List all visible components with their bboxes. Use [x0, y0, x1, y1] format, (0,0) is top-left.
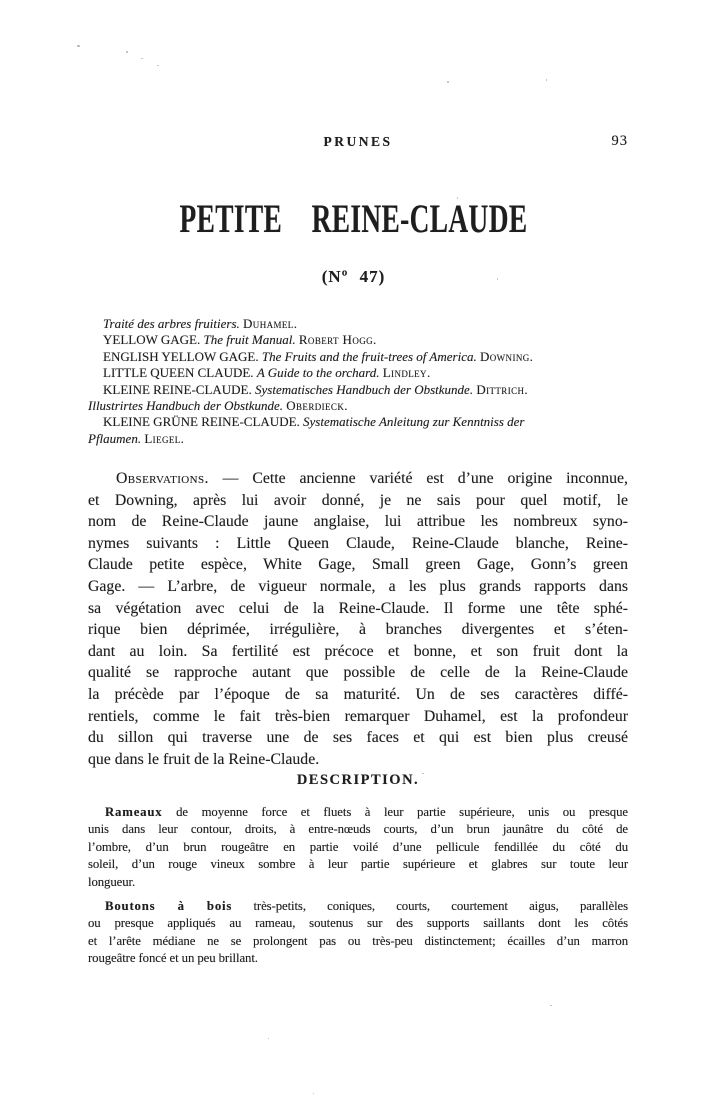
reference-line: KLEINE GRÜNE REINE-CLAUDE. Systematische Anleitung zur Kenntniss der [103, 414, 525, 430]
scan-artifact [268, 1038, 269, 1039]
reference-line: Traité des arbres fruitiers. Duhamel. [103, 316, 298, 331]
variety-title: PETITE REINE-CLAUDE [179, 197, 528, 242]
description-heading: DESCRIPTION. [296, 772, 420, 788]
observations-line: sa végétation avec celui de la Reine-Claude. Il forme une tête sphé- [88, 599, 628, 617]
rameaux-line: soleil, d’un rouge vineux sombre à leur partie supérieure et glabres sur toute leur [88, 857, 628, 872]
running-title: PRUNES [323, 134, 393, 149]
scan-artifact [546, 79, 547, 81]
boutons-line: ou presque appliqués au rameau, soutenus sur des supports saillants dont les côtés [88, 916, 628, 931]
scan-artifact [447, 81, 449, 83]
rameaux-line: unis dans leur contour, droits, à entre-nœuds courts, d’un brun jaunâtre du côté de [88, 822, 628, 837]
rameaux-line: longueur. [88, 874, 136, 889]
observations-line: Claude petite espèce, White Gage, Small green Gage, Gonn’s green [88, 556, 628, 574]
observations-line: la précède par l’époque de sa maturité. Un de ses caractères diffé- [88, 685, 628, 703]
rameaux-line: l’ombre, d’un brun rougeâtre en partie voilé d’une pellicule fendillée du côté du [88, 839, 628, 854]
observations-line: que dans le fruit de la Reine-Claude. [88, 750, 320, 768]
variety-number: (Nº 47) [321, 267, 386, 286]
reference-line: Pflaumen. Liegel. [88, 430, 185, 446]
scan-artifact [77, 45, 80, 47]
observations-paragraph [88, 468, 628, 770]
observations-line: qualité se rapproche autant que possible de celle de la Reine-Claude [88, 664, 628, 682]
references-list [88, 316, 628, 447]
observations-line: Observations. — Cette ancienne variété est d’une origine inconnue, [116, 470, 628, 487]
boutons-line: Boutons à bois très-petits, coniques, courts, courtement aigus, parallèles [105, 899, 628, 913]
observations-line: du sillon qui traverse une de ses faces et qui est bien plus creusé [88, 729, 628, 747]
scan-artifact [126, 51, 128, 53]
observations-line: rique bien déprimée, irrégulière, à branches divergentes et s’éten- [88, 621, 628, 639]
reference-line: ENGLISH YELLOW GAGE. The Fruits and the fruit-trees of America. Downing. [103, 348, 534, 364]
boutons-line: et l’arête médiane ne se prolongent pas ou très-peu distinctement; écailles d’un marron [88, 933, 628, 948]
rameaux-paragraph [88, 804, 628, 891]
scan-artifact [550, 1005, 552, 1006]
page-number: 93 [611, 133, 628, 149]
observations-line: et Downing, après lui avoir donné, je ne sais pour quel motif, le [88, 491, 628, 509]
observations-line: dant au loin. Sa fertilité est précoce et bonne, et son fruit dont la [88, 642, 628, 660]
scan-artifact [157, 65, 159, 66]
reference-line: KLEINE REINE-CLAUDE. Systematisches Handbuch der Obstkunde. Dittrich. [103, 381, 529, 397]
observations-line: nymes suivants : Little Queen Claude, Reine-Claude blanche, Reine- [88, 534, 628, 552]
scan-artifact [313, 1093, 314, 1094]
boutons-paragraph [88, 898, 628, 968]
boutons-line: rougeâtre foncé et un peu brillant. [88, 951, 258, 966]
reference-line: Illustrirtes Handbuch der Obstkunde. Oberdieck. [88, 398, 348, 414]
rameaux-line: Rameaux de moyenne force et fluets à leur partie supérieure, unis ou presque [105, 805, 628, 819]
page-header [88, 134, 628, 154]
observations-line: Gage. — L’arbre, de vigueur normale, a les plus grands rapports dans [88, 577, 628, 595]
reference-line: LITTLE QUEEN CLAUDE. A Guide to the orchard. Lindley. [103, 365, 431, 381]
reference-line: YELLOW GAGE. The fruit Manual. Robert Hogg. [103, 332, 377, 348]
observations-line: rentiels, comme le fait très-bien remarquer Duhamel, est la profondeur [88, 707, 628, 725]
observations-line: nom de Reine-Claude jaune anglaise, lui attribue les nombreux syno- [88, 513, 628, 531]
scan-artifact [141, 58, 143, 59]
